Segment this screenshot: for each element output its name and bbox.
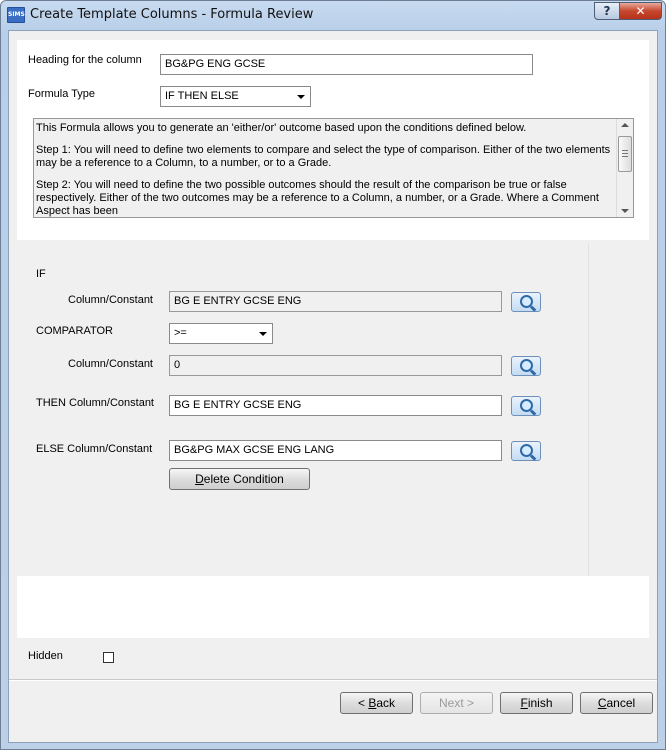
description-paragraph: Step 1: You will need to define two elements to compare and select the type of comparison. Either of the two elements may be a reference to a Column, to a number, or to a Grade.: [36, 144, 611, 169]
magnifier-handle: [530, 454, 536, 460]
comparator-select[interactable]: [169, 323, 273, 344]
back-access-key: B: [368, 696, 377, 710]
finish-button[interactable]: [500, 692, 573, 714]
grip-line: [622, 150, 628, 151]
lookup-button-then[interactable]: [511, 396, 541, 416]
magnifier-handle: [530, 409, 536, 415]
chevron-down-icon: [297, 95, 305, 99]
column-constant-field-2[interactable]: 0: [169, 355, 502, 376]
window-title: Create Template Columns - Formula Review: [30, 7, 314, 22]
comparator-value: >=: [174, 327, 187, 339]
help-button[interactable]: ?: [594, 2, 620, 20]
formula-type-select[interactable]: [160, 86, 311, 107]
hidden-checkbox[interactable]: [103, 652, 114, 663]
hidden-label: Hidden: [28, 650, 63, 662]
description-paragraph: This Formula allows you to generate an 'either/or' outcome based upon the conditions defined below.: [36, 122, 527, 134]
formula-type-value: IF THEN ELSE: [165, 90, 239, 102]
formula-description-box[interactable]: [33, 118, 634, 218]
finish-access-key: F: [520, 696, 528, 710]
formula-description-text: [36, 122, 616, 218]
then-label: THEN Column/Constant: [36, 397, 154, 409]
lookup-button-else[interactable]: [511, 441, 541, 461]
scroll-up-arrow-icon[interactable]: [621, 123, 629, 127]
close-button[interactable]: ✕: [619, 2, 662, 20]
cancel-button[interactable]: [580, 692, 653, 714]
title-bar[interactable]: [1, 1, 665, 29]
spacer-panel: [17, 576, 649, 638]
heading-input[interactable]: BG&PG ENG GCSE: [160, 54, 533, 75]
column-constant-label: Column/Constant: [68, 358, 153, 370]
delete-condition-button[interactable]: [169, 468, 310, 490]
grip-line: [622, 156, 628, 157]
delete-condition-access-key: D: [195, 472, 204, 486]
sims-app-icon: SIMS: [7, 7, 25, 23]
chevron-down-icon: [259, 332, 267, 336]
description-paragraph: Step 2: You will need to define the two possible outcomes should the result of the comparison be true or false respectively. Either of the two outcomes may be a reference to a Column, a number, or a Grade. Where a Comment Aspect has been: [36, 179, 599, 217]
heading-label: Heading for the column: [28, 54, 142, 66]
back-button[interactable]: [340, 692, 413, 714]
lookup-button-1[interactable]: [511, 292, 541, 312]
finish-label: inish: [527, 696, 553, 710]
back-label: ack: [376, 696, 396, 710]
scroll-down-arrow-icon[interactable]: [621, 209, 629, 213]
formula-type-label: Formula Type: [28, 88, 96, 100]
then-field[interactable]: BG E ENTRY GCSE ENG: [169, 395, 502, 416]
cancel-label: ancel: [606, 696, 636, 710]
scroll-thumb[interactable]: [618, 136, 632, 172]
else-label: ELSE Column/Constant: [36, 443, 153, 455]
back-prefix: <: [357, 696, 369, 710]
dialog-client-area: [8, 30, 658, 743]
column-constant-label: Column/Constant: [68, 294, 153, 306]
comparator-label: COMPARATOR: [36, 325, 114, 337]
magnifier-handle: [530, 369, 536, 375]
lookup-button-2[interactable]: [511, 356, 541, 376]
cancel-access-key: C: [597, 696, 607, 710]
column-constant-field-1[interactable]: BG E ENTRY GCSE ENG: [169, 291, 502, 312]
grip-line: [622, 153, 628, 154]
if-label: IF: [36, 268, 46, 280]
delete-condition-label: elete Condition: [203, 472, 284, 486]
else-field[interactable]: BG&PG MAX GCSE ENG LANG: [169, 440, 502, 461]
footer-separator-highlight: [9, 680, 657, 681]
next-button[interactable]: Next >: [420, 692, 493, 714]
description-scrollbar[interactable]: [616, 119, 633, 217]
magnifier-handle: [530, 305, 536, 311]
